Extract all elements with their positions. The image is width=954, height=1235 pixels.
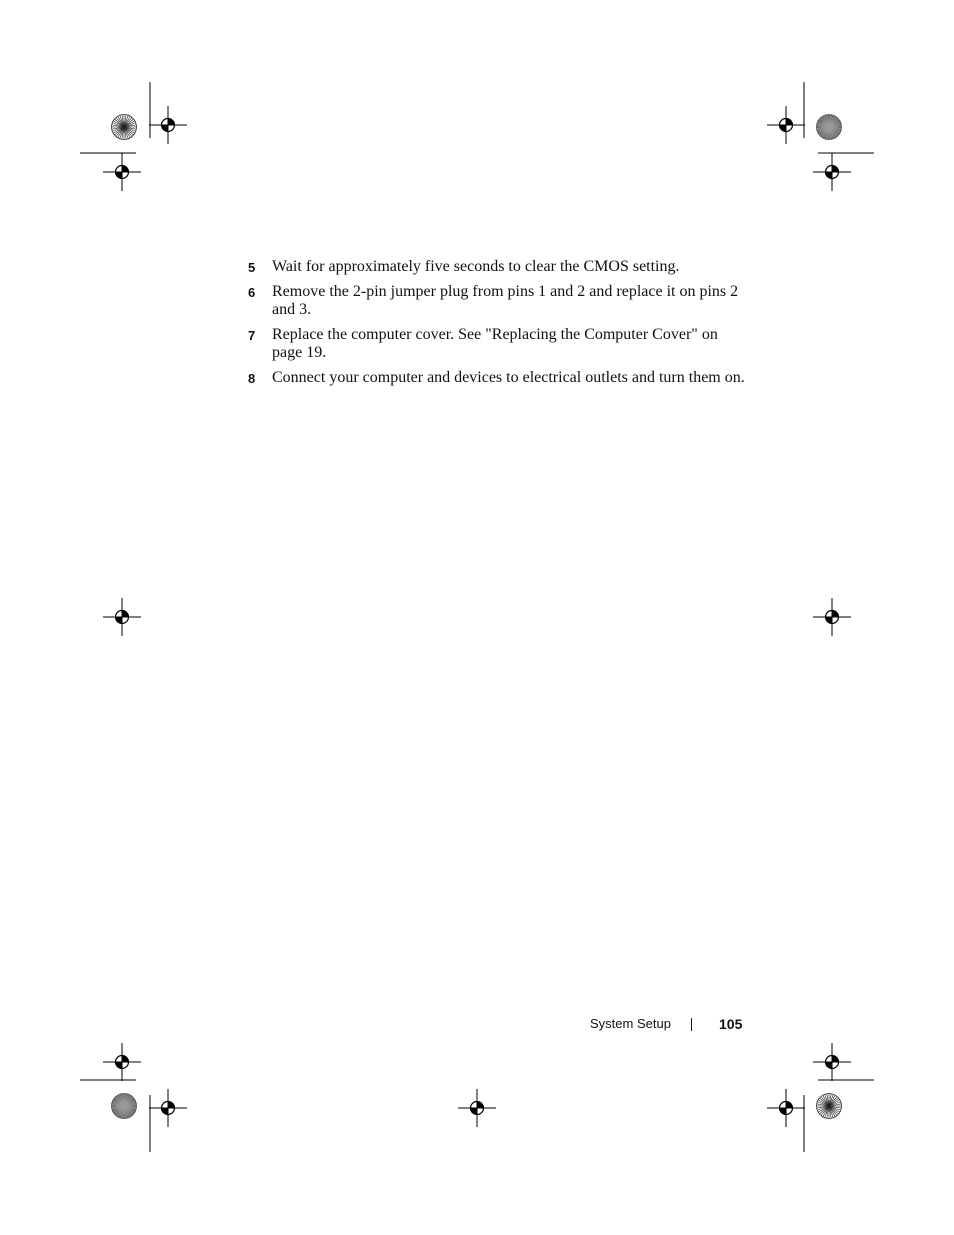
step-number: 8	[248, 371, 256, 386]
registration-target-icon	[813, 1043, 851, 1081]
registration-target-icon	[767, 1089, 805, 1127]
starburst-icon	[112, 115, 137, 140]
step-text: Connect your computer and devices to electrical outlets and turn them on.	[272, 369, 745, 386]
registration-target-icon	[767, 106, 805, 144]
footer-section-title: System Setup	[590, 1016, 671, 1031]
registration-target-icon	[149, 106, 187, 144]
registration-target-icon	[149, 1089, 187, 1127]
step-text: Wait for approximately five seconds to clear the CMOS setting.	[272, 258, 680, 275]
step-item	[248, 283, 748, 319]
registration-target-icon	[813, 153, 851, 191]
color-bar-dot-icon	[817, 115, 842, 140]
step-item	[248, 258, 748, 276]
footer-page-number: 105	[719, 1016, 743, 1032]
registration-target-icon	[813, 598, 851, 636]
step-text: Replace the computer cover. See "Replacing the Computer Cover" on page 19.	[272, 326, 718, 361]
registration-target-icon	[458, 1089, 496, 1127]
footer-divider	[691, 1018, 692, 1031]
starburst-icon	[817, 1094, 842, 1119]
instruction-steps	[248, 258, 748, 394]
step-text: Remove the 2-pin jumper plug from pins 1 and 2 and replace it on pins 2 and 3.	[272, 283, 739, 318]
registration-target-icon	[103, 598, 141, 636]
registration-target-icon	[103, 153, 141, 191]
step-item	[248, 369, 748, 387]
color-bar-dot-icon	[112, 1094, 137, 1119]
step-item	[248, 326, 748, 362]
registration-target-icon	[103, 1043, 141, 1081]
step-number: 7	[248, 328, 256, 343]
step-number: 6	[248, 285, 256, 300]
step-number: 5	[248, 260, 256, 275]
